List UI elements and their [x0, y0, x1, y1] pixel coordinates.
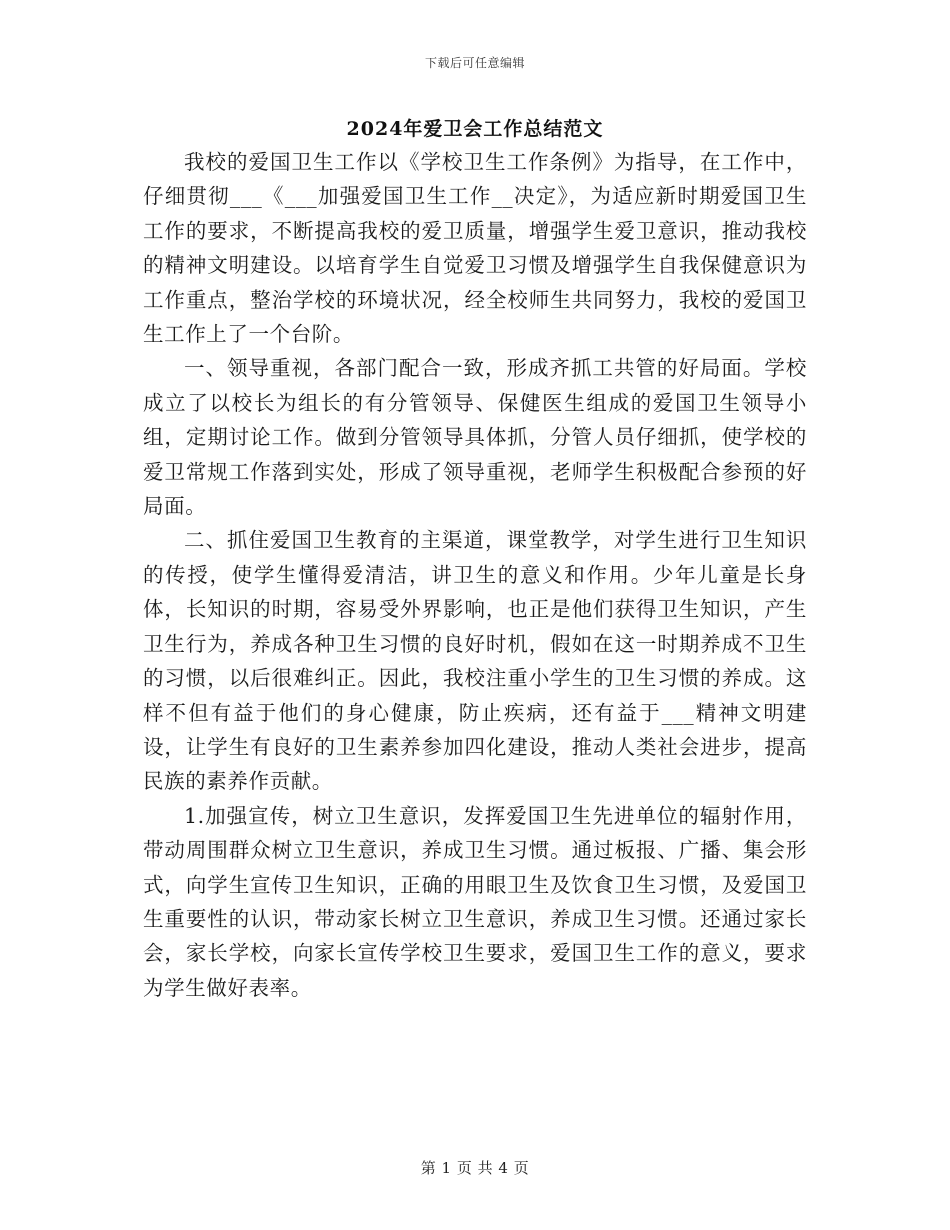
paragraph-item-1: 1.加强宣传，树立卫生意识，发挥爱国卫生先进单位的辐射作用，带动周围群众树立卫生意识，养成卫生习惯。通过板报、广播、集会形式，向学生宣传卫生知识，正确的用眼卫生及饮食卫生习惯，及爱国卫生重要性的认识，带动家长树立卫生意识，养成卫生习惯。还通过家长会，家长学校，向家长宣传学校卫生要求，爱国卫生工作的意义，要求为学生做好表率。 — [143, 803, 807, 1000]
paragraph-section-1: 一、领导重视，各部门配合一致，形成齐抓工共管的好局面。学校成立了以校长为组长的有分管领导、保健医生组成的爱国卫生领导小组，定期讨论工作。做到分管领导具体抓，分管人员仔细抓，使学校的爱卫常规工作落到实处，形成了领导重视，老师学生积极配合参预的好局面。 — [143, 356, 807, 519]
header-note: 下载后可任意编辑 — [424, 56, 525, 70]
page-number: 第 1 页 共 4 页 — [420, 1159, 530, 1177]
document-title: 2024年爱卫会工作总结范文 — [346, 118, 604, 140]
document-body — [143, 145, 807, 1005]
paragraph-section-2: 二、抓住爱国卫生教育的主渠道，课堂教学，对学生进行卫生知识的传授，使学生懂得爱清洁，讲卫生的意义和作用。少年儿童是长身体，长知识的时期，容易受外界影响，也正是他们获得卫生知识，产生卫生行为，养成各种卫生习惯的良好时机，假如在这一时期养成不卫生的习惯，以后很难纠正。因此，我校注重小学生的卫生习惯的养成。这样不但有益于他们的身心健康，防止疾病，还有益于___精神文明建设，让学生有良好的卫生素养参加四化建设，推动人类社会进步，提高民族的素养作贡献。 — [143, 528, 807, 794]
paragraph-intro: 我校的爱国卫生工作以《学校卫生工作条例》为指导，在工作中，仔细贯彻___《___加强爱国卫生工作__决定》，为适应新时期爱国卫生工作的要求，不断提高我校的爱卫质量，增强学生爱卫意识，推动我校的精神文明建设。以培育学生自觉爱卫习惯及增强学生自我保健意识为工作重点，整治学校的环境状况，经全校师生共同努力，我校的爱国卫生工作上了一个台阶。 — [143, 150, 807, 347]
